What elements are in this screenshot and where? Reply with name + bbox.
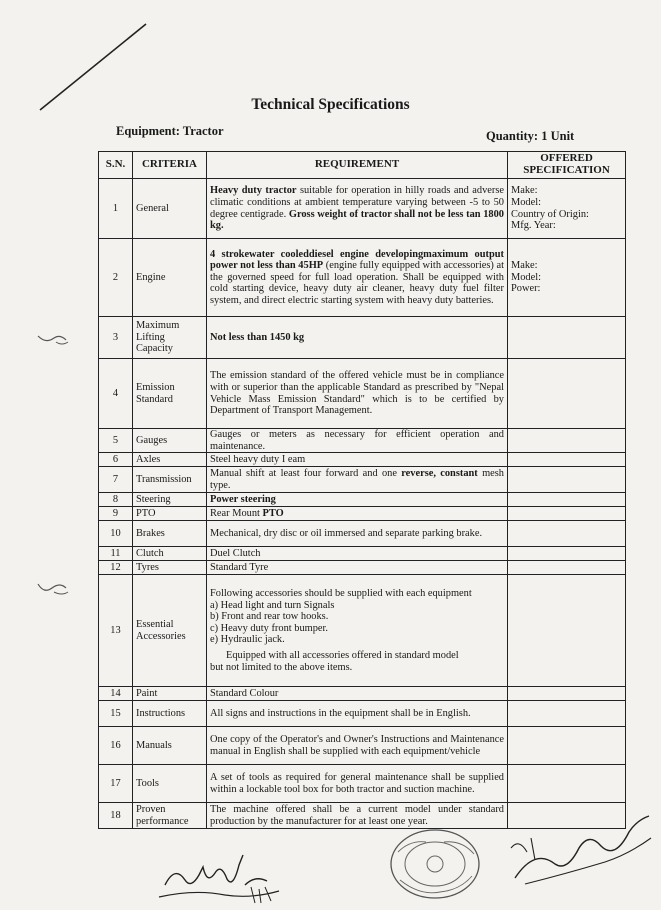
offered-field: Model: [511, 196, 542, 208]
row-offered [508, 575, 626, 687]
row-sn: 10 [99, 521, 133, 547]
table-row [99, 547, 626, 561]
req-text: the equipment shall be in [329, 707, 434, 719]
accessory-item: c) Heavy duty front bumper. [210, 622, 329, 634]
row-requirement: Standard Tyre [207, 561, 508, 575]
row-sn: 18 [99, 803, 133, 829]
row-criteria: Axles [133, 453, 207, 467]
row-criteria: Instructions [133, 701, 207, 727]
row-sn: 7 [99, 467, 133, 493]
row-requirement: Mechanical, dry disc or oil immersed and separate parking brake. [207, 521, 508, 547]
row-criteria: Manuals [133, 727, 207, 765]
req-bold: 4 strokewater cooleddiesel engine developingmaximum output power not less than 45HP [210, 248, 504, 272]
table-row [99, 359, 626, 429]
row-requirement: Power steering [207, 493, 508, 507]
row-requirement: Duel Clutch [207, 547, 508, 561]
row-requirement [207, 239, 508, 317]
row-offered [508, 561, 626, 575]
row-requirement [207, 179, 508, 239]
row-criteria: Essential Accessories [133, 575, 207, 687]
page-title: Technical Specifications [251, 96, 410, 113]
table-row [99, 727, 626, 765]
table-row [99, 317, 626, 359]
row-requirement: The machine offered shall be a current model under standard production by the manufacturer for at least one year. [207, 803, 508, 829]
table-row [99, 179, 626, 239]
specifications-table [98, 151, 626, 829]
table-row [99, 493, 626, 507]
row-requirement [207, 507, 508, 521]
table-row [99, 239, 626, 317]
row-sn: 15 [99, 701, 133, 727]
row-requirement: Standard Colour [207, 687, 508, 701]
row-sn: 2 [99, 239, 133, 317]
table-row [99, 701, 626, 727]
row-criteria: Emission Standard [133, 359, 207, 429]
table-row [99, 507, 626, 521]
table-header-row [99, 152, 626, 179]
row-offered [508, 429, 626, 453]
row-sn: 6 [99, 453, 133, 467]
table-row [99, 453, 626, 467]
row-sn: 14 [99, 687, 133, 701]
row-sn: 13 [99, 575, 133, 687]
row-criteria: PTO [133, 507, 207, 521]
offered-field: Mfg. Year: [511, 220, 556, 232]
row-offered [508, 453, 626, 467]
req-bold: Heavy duty tractor [210, 185, 297, 197]
header-criteria: CRITERIA [133, 152, 207, 179]
accessory-item: a) Head light and turn Signals [210, 599, 335, 611]
table-row [99, 575, 626, 687]
req-bold: Gross weight of tractor shall not be less tan 1800 kg. [210, 208, 504, 232]
req-text: Manual shift at least four forward and one [210, 468, 402, 480]
punch-hole-mark [36, 330, 72, 348]
row-offered [508, 317, 626, 359]
req-text: All signs and instructions in [210, 707, 330, 719]
offered-field: Make: [511, 260, 538, 272]
row-criteria: Clutch [133, 547, 207, 561]
row-sn: 8 [99, 493, 133, 507]
quantity-label: Quantity: 1 Unit [486, 129, 575, 143]
punch-hole-mark [36, 580, 72, 598]
equipment-label: Equipment: Tractor [116, 124, 224, 138]
req-text: (engine fully equipped with accessories) at the governed speed for full load operation. Shall be equipped with cold starting device, heavy duty air cleaner, heavy duty fuel filter system, and direct electric starting system with heavy duty batteries. [210, 260, 504, 306]
header-requirement: REQUIREMENT [207, 152, 508, 179]
row-sn: 9 [99, 507, 133, 521]
req-text: English. [433, 707, 471, 719]
row-requirement: The emission standard of the offered vehicle must be in compliance with or superior than the applicable Standard as prescribed by "Nepal Vehicle Mass Emission Standard" which is to be certified by Department of Transport Management. [207, 359, 508, 429]
row-criteria: Maximum Lifting Capacity [133, 317, 207, 359]
header-offered: OFFERED SPECIFICATION [508, 152, 626, 179]
row-requirement [207, 575, 508, 687]
row-sn: 1 [99, 179, 133, 239]
row-sn: 16 [99, 727, 133, 765]
row-offered [508, 507, 626, 521]
accessory-item: b) Front and rear tow hooks. [210, 611, 329, 623]
offered-field: Country of Origin: [511, 208, 589, 220]
req-text: but not limited to the above items. [210, 661, 353, 673]
req-bold: reverse, constant [401, 468, 478, 480]
row-offered [508, 179, 626, 239]
official-stamp [380, 822, 490, 907]
table-row [99, 467, 626, 493]
req-text: Rear Mount [210, 507, 263, 519]
row-offered [508, 687, 626, 701]
req-text: suitable for operation in hilly roads and adverse climatic conditions at ambient temperature varying between -5 to 50 degree centigrade. [210, 185, 505, 220]
row-criteria: Proven performance [133, 803, 207, 829]
row-sn: 17 [99, 765, 133, 803]
signature-mark [155, 845, 285, 905]
table-row [99, 429, 626, 453]
row-criteria: Paint [133, 687, 207, 701]
table-row [99, 521, 626, 547]
row-criteria: Tools [133, 765, 207, 803]
row-criteria: Gauges [133, 429, 207, 453]
row-sn: 11 [99, 547, 133, 561]
row-offered [508, 727, 626, 765]
row-offered [508, 239, 626, 317]
offered-field: Power: [511, 283, 541, 295]
offered-field: Model: [511, 271, 542, 283]
row-criteria: Transmission [133, 467, 207, 493]
signature-mark [505, 808, 655, 888]
row-criteria: Brakes [133, 521, 207, 547]
row-requirement: One copy of the Operator's and Owner's Instructions and Maintenance manual in English shall be supplied with each equipment/vehicle [207, 727, 508, 765]
row-criteria: Tyres [133, 561, 207, 575]
row-requirement: Not less than 1450 kg [207, 317, 508, 359]
row-offered [508, 765, 626, 803]
row-sn: 3 [99, 317, 133, 359]
header-sn: S.N. [99, 152, 133, 179]
row-criteria: Steering [133, 493, 207, 507]
table-row [99, 765, 626, 803]
accessory-item: e) Hydraulic jack. [210, 634, 285, 646]
row-requirement: A set of tools as required for general maintenance shall be supplied within a lockable tool box for both tractor and suction machine. [207, 765, 508, 803]
row-sn: 4 [99, 359, 133, 429]
row-sn: 5 [99, 429, 133, 453]
row-offered [508, 547, 626, 561]
table-row [99, 687, 626, 701]
table-row [99, 561, 626, 575]
row-offered [508, 467, 626, 493]
req-text: mesh type. [210, 468, 504, 491]
row-offered [508, 493, 626, 507]
row-offered [508, 701, 626, 727]
offered-field: Make: [511, 185, 538, 197]
row-criteria: General [133, 179, 207, 239]
row-requirement: Gauges or meters as necessary for efficient operation and maintenance. [207, 429, 508, 453]
row-offered [508, 521, 626, 547]
row-requirement: Steel heavy duty I eam [207, 453, 508, 467]
row-requirement [207, 701, 508, 727]
row-offered [508, 359, 626, 429]
req-text: Equipped with all accessories offered in standard model [226, 650, 459, 662]
row-requirement [207, 467, 508, 493]
row-sn: 12 [99, 561, 133, 575]
req-text: Following accessories should be supplied with each equipment [210, 588, 472, 600]
row-criteria: Engine [133, 239, 207, 317]
req-bold: PTO [262, 507, 284, 519]
